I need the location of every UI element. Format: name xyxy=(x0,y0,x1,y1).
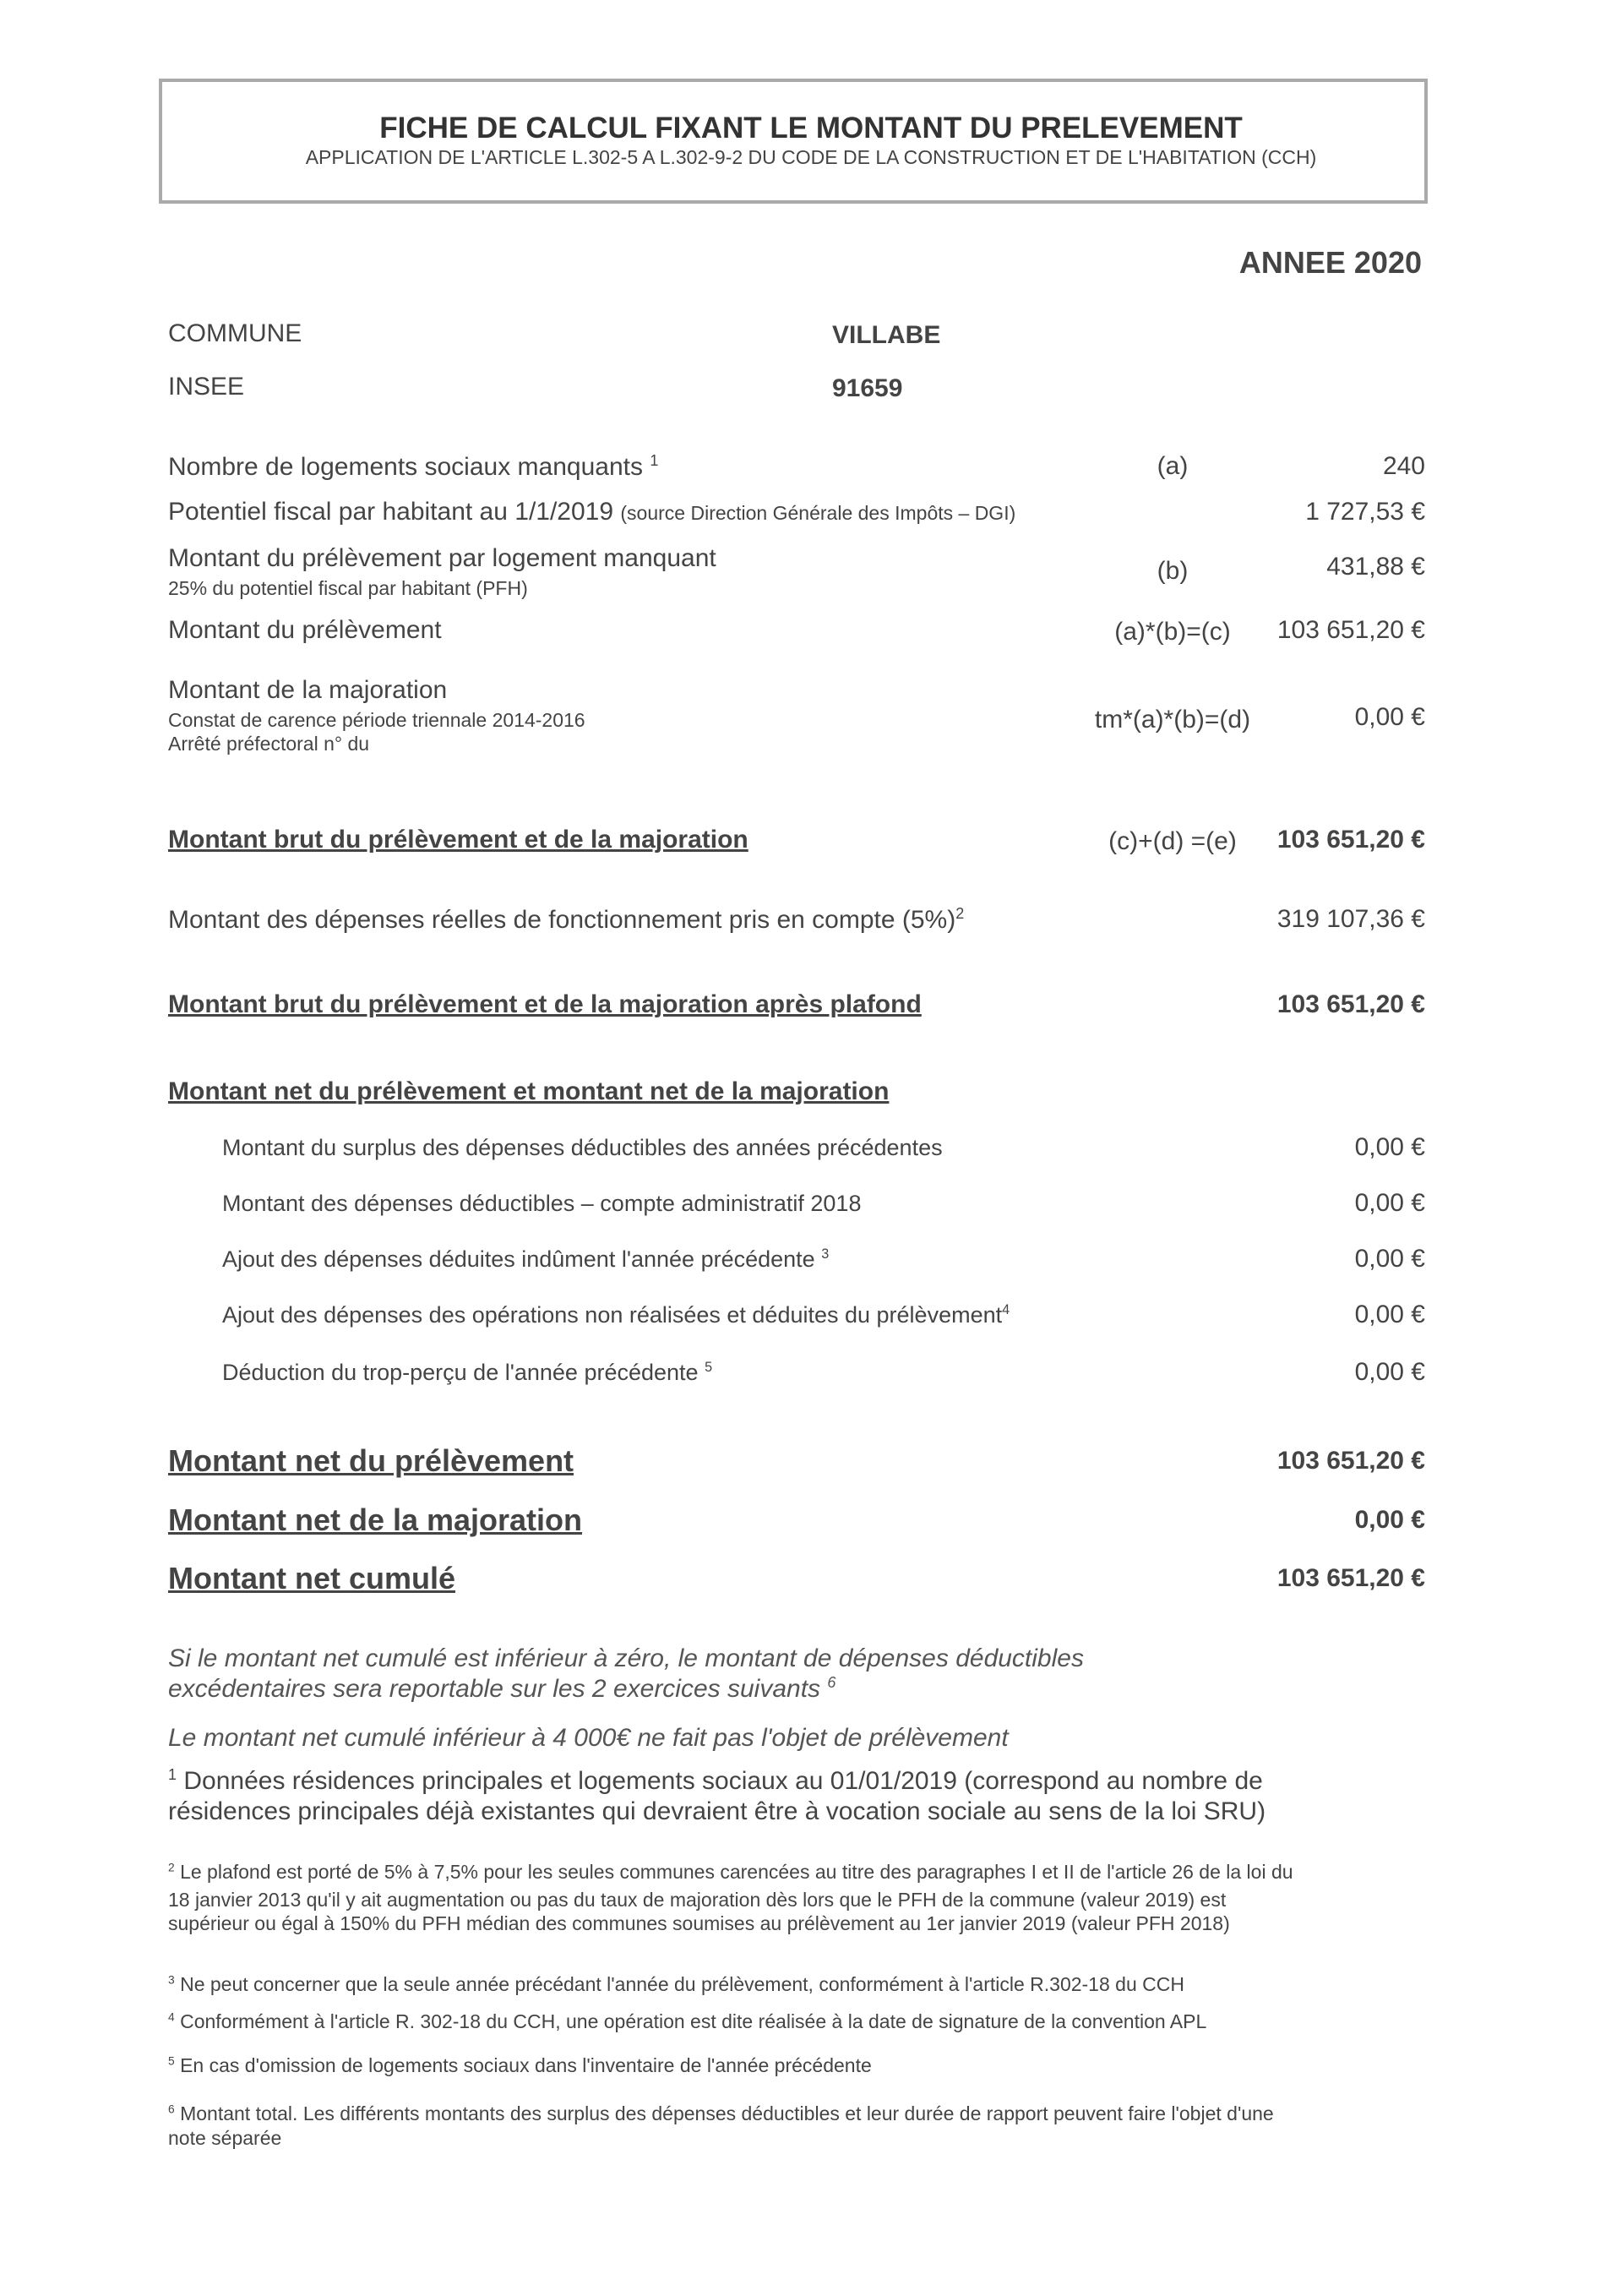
apres-plafond-value: 103 651,20 € xyxy=(1276,990,1425,1018)
row-code: (b) xyxy=(1157,557,1189,585)
total-net-majoration-value: 0,00 € xyxy=(1354,1506,1425,1534)
brut-label: Montant brut du prélèvement et de la majoration xyxy=(168,826,748,854)
net-item-value: 0,00 € xyxy=(1354,1245,1425,1273)
row-label: Montant des dépenses réelles de fonctionnement pris en compte (5%) xyxy=(168,906,956,934)
net-item-value: 0,00 € xyxy=(1354,1133,1425,1161)
footnote-ref: 6 xyxy=(827,1674,836,1691)
row-note: (source Direction Générale des Impôts – DGI) xyxy=(620,502,1016,524)
footnote-number: 4 xyxy=(168,2010,175,2024)
net-heading: Montant net du prélèvement et montant net de la majoration xyxy=(168,1077,890,1105)
net-item-value: 0,00 € xyxy=(1354,1358,1425,1386)
footnote-2 xyxy=(168,1861,1293,1883)
brut-code: (c)+(d) =(e) xyxy=(1108,827,1237,855)
footnote-1 xyxy=(168,1766,1263,1797)
footnote-number: 3 xyxy=(168,1973,175,1987)
footnote-number: 1 xyxy=(168,1766,177,1783)
row-note-arrete: Arrêté préfectoral n° du xyxy=(168,733,370,755)
net-item xyxy=(222,1302,1010,1328)
document-title: FICHE DE CALCUL FIXANT LE MONTANT DU PRELEVEMENT xyxy=(379,112,1243,145)
year: ANNEE 2020 xyxy=(1238,245,1422,280)
footnote-text: Ne peut concerner que la seule année précédant l'année du prélèvement, conformément à l'article R.302-18 du CCH xyxy=(180,1973,1184,1995)
total-net-cumule-value: 103 651,20 € xyxy=(1276,1564,1425,1592)
footnote-ref: 4 xyxy=(1002,1302,1010,1317)
footnote-ref: 3 xyxy=(821,1246,830,1262)
footnote-number: 5 xyxy=(168,2054,175,2068)
footnote-number: 6 xyxy=(168,2102,175,2116)
note-report-line1: Si le montant net cumulé est inférieur à zéro, le montant de dépenses déductibles xyxy=(168,1644,1084,1672)
row-code: tm*(a)*(b)=(d) xyxy=(1094,706,1251,734)
footnote-number: 2 xyxy=(168,1861,175,1874)
footnote-1-line2: résidences principales déjà existantes qui devraient être à vocation sociale au sens de la loi SRU) xyxy=(168,1797,1266,1825)
row-label: Nombre de logements sociaux manquants xyxy=(168,453,643,481)
row-prelevement-par-logement: Montant du prélèvement par logement manquant xyxy=(168,544,716,572)
note-report-line2 xyxy=(168,1674,835,1704)
footnote-text: Données résidences principales et logements sociaux au 01/01/2019 (correspond au nombre de xyxy=(183,1767,1263,1795)
net-item xyxy=(222,1246,829,1273)
net-item xyxy=(222,1191,861,1217)
insee-label: INSEE xyxy=(168,373,245,401)
document-subtitle: APPLICATION DE L'ARTICLE L.302-5 A L.302-9-2 DU CODE DE LA CONSTRUCTION ET DE L'HABITATION (CCH) xyxy=(305,146,1317,168)
row-code: (a) xyxy=(1157,452,1189,480)
item-label: Ajout des dépenses des opérations non réalisées et déduites du prélèvement xyxy=(222,1302,1003,1328)
depenses-label xyxy=(168,905,964,935)
net-item xyxy=(222,1135,943,1161)
net-item-value: 0,00 € xyxy=(1354,1301,1425,1328)
footnote-2-line3: supérieur ou égal à 150% du PFH médian des communes soumises au prélèvement au 1er janvier 2019 (valeur PFH 2018) xyxy=(168,1912,1230,1934)
item-label: Montant du surplus des dépenses déductibles des années précédentes xyxy=(222,1135,943,1160)
footnote-text: Conformément à l'article R. 302-18 du CCH, une opération est dite réalisée à la date de signature de la convention APL xyxy=(180,2010,1207,2032)
total-net-prelevement-value: 103 651,20 € xyxy=(1276,1447,1425,1475)
row-value: 1 727,53 € xyxy=(1305,498,1425,526)
item-label: Déduction du trop-perçu de l'année précédente xyxy=(222,1360,699,1385)
row-logements-manquants xyxy=(168,452,658,483)
row-value: 103 651,20 € xyxy=(1276,616,1425,644)
note-text: excédentaires sera reportable sur les 2 exercices suivants xyxy=(168,1675,821,1703)
row-value: 240 xyxy=(1382,452,1425,480)
note-seuil: Le montant net cumulé inférieur à 4 000€ ne fait pas l'objet de prélèvement xyxy=(168,1724,1009,1752)
total-net-majoration-label: Montant net de la majoration xyxy=(168,1502,583,1537)
row-montant-prelevement: Montant du prélèvement xyxy=(168,616,442,644)
footnote-ref: 5 xyxy=(705,1360,713,1375)
brut-value: 103 651,20 € xyxy=(1276,826,1425,854)
net-item xyxy=(222,1360,712,1386)
row-potentiel-fiscal xyxy=(168,498,1015,527)
row-value: 431,88 € xyxy=(1326,553,1425,581)
insee-value: 91659 xyxy=(832,374,903,402)
footnote-ref: 2 xyxy=(955,905,965,922)
footnote-6 xyxy=(168,2102,1274,2124)
total-net-cumule-label: Montant net cumulé xyxy=(168,1561,455,1595)
footnote-text: En cas d'omission de logements sociaux dans l'inventaire de l'année précédente xyxy=(180,2054,872,2076)
net-item-value: 0,00 € xyxy=(1354,1189,1425,1217)
footnote-3 xyxy=(168,1973,1184,1995)
item-label: Montant des dépenses déductibles – compte administratif 2018 xyxy=(222,1191,862,1216)
row-code: (a)*(b)=(c) xyxy=(1114,618,1231,646)
row-value: 0,00 € xyxy=(1354,703,1425,731)
commune-value: VILLABE xyxy=(832,321,941,349)
row-note: 25% du potentiel fiscal par habitant (PFH) xyxy=(168,577,528,599)
row-note: Constat de carence période triennale 2014-2016 xyxy=(168,709,585,731)
total-net-prelevement-label: Montant net du prélèvement xyxy=(168,1443,574,1478)
item-label: Ajout des dépenses déduites indûment l'année précédente xyxy=(222,1246,815,1272)
footnote-6-line2: note séparée xyxy=(168,2127,282,2149)
footnote-ref: 1 xyxy=(650,452,659,469)
depenses-value: 319 107,36 € xyxy=(1276,905,1425,933)
apres-plafond-label: Montant brut du prélèvement et de la majoration après plafond xyxy=(168,990,922,1018)
row-majoration: Montant de la majoration xyxy=(168,676,448,704)
footnote-4 xyxy=(168,2010,1206,2032)
row-label: Potentiel fiscal par habitant au 1/1/2019 xyxy=(168,498,614,526)
footnote-2-line2: 18 janvier 2013 qu'il y ait augmentation ou pas du taux de majoration dès lors que le PFH de la commune (valeur 2019) est xyxy=(168,1889,1227,1911)
footnote-5 xyxy=(168,2054,872,2076)
footnote-text: Montant total. Les différents montants des surplus des dépenses déductibles et leur durée de rapport peuvent faire l'objet d'une xyxy=(180,2102,1274,2124)
footnote-text: Le plafond est porté de 5% à 7,5% pour les seules communes carencées au titre des paragraphes I et II de l'article 26 de la loi du xyxy=(180,1861,1293,1883)
commune-label: COMMUNE xyxy=(168,319,302,347)
